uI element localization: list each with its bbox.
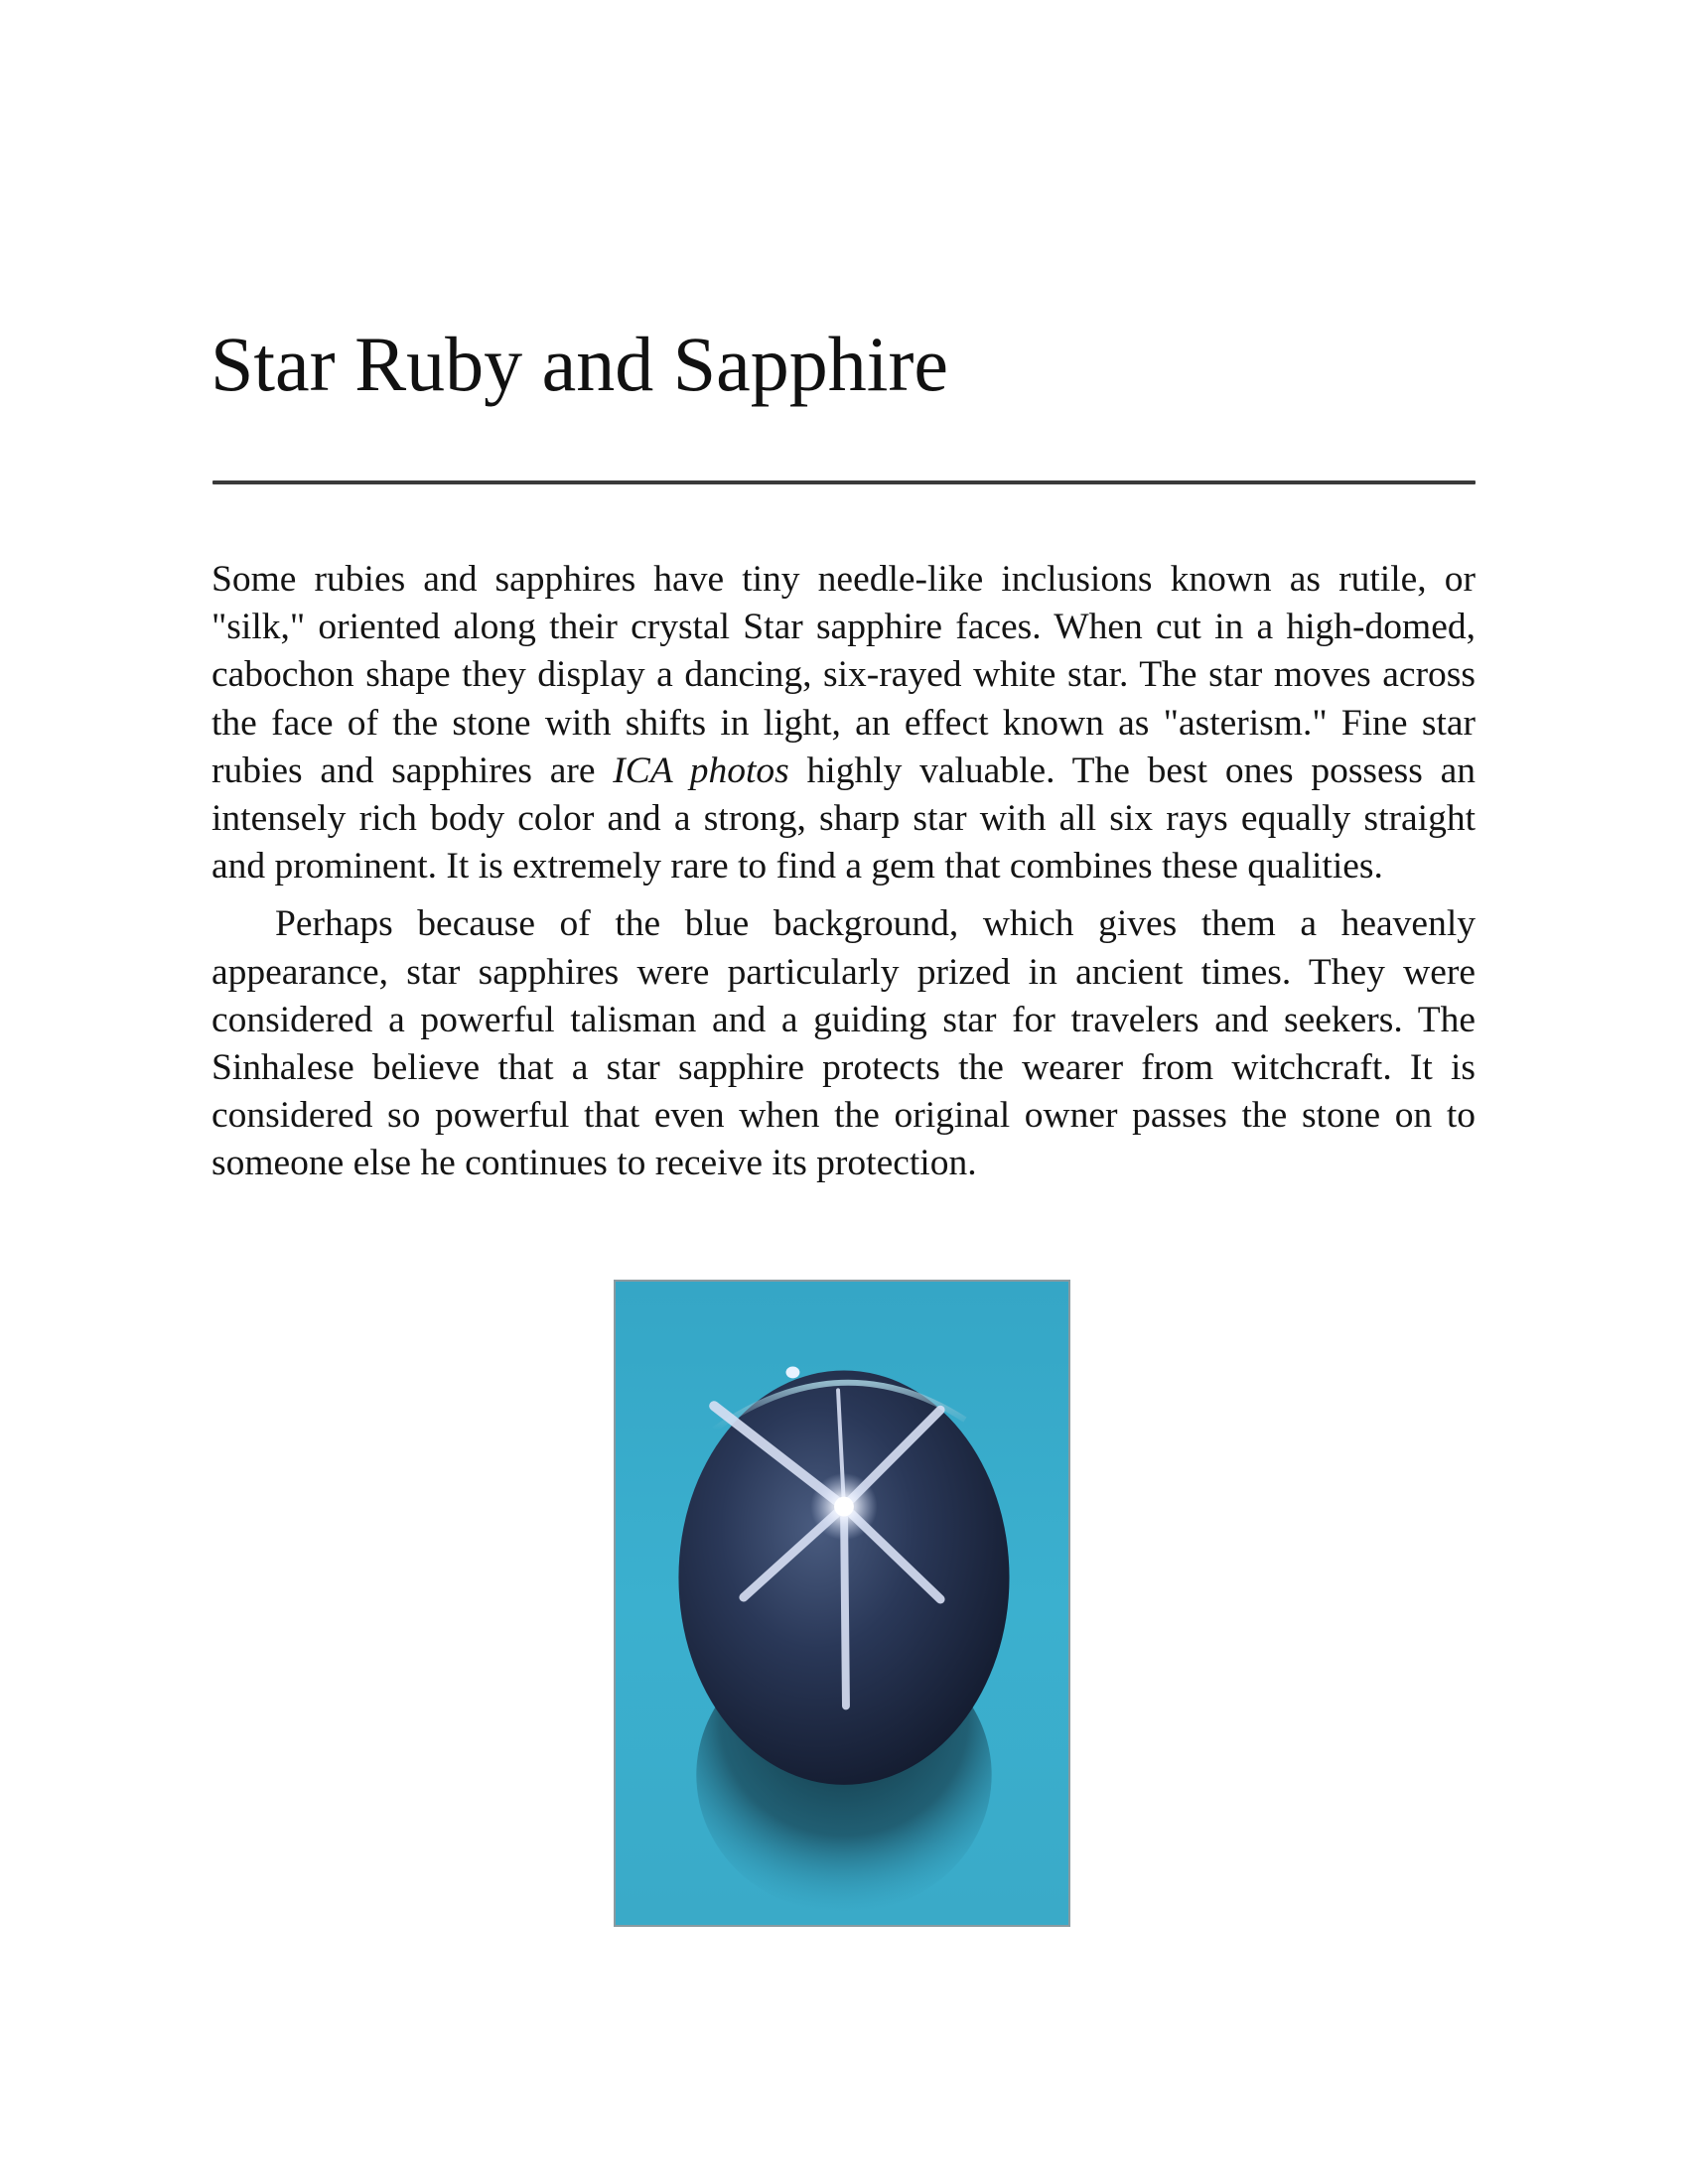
star-sapphire-photo bbox=[614, 1280, 1070, 1927]
title-divider bbox=[212, 480, 1476, 484]
paragraph-1-text-b: highly valuable. The best ones possess an intensely rich body color and a strong, sharp star with all six rays equally straight and prominent. It is extremely rare to find a gem that combines these qualities. bbox=[211, 750, 1477, 887]
page-title: Star Ruby and Sapphire bbox=[211, 321, 949, 407]
paragraph-1-text-a: Some rubies and sapphires have tiny needle-like inclusions known as rutile, or "silk," oriented along their crystal Star sapphire faces. When cut in a high-domed, cabochon shape they display a dancing, six-rayed white star. The star moves across the face of the stone with shifts in light, an effect known as "asterism." Fine star rubies and sapphires are bbox=[211, 559, 1476, 791]
paragraph-2: Perhaps because of the blue background, which gives them a heavenly appearance, star sapphires were particularly prized in ancient times. They were considered a powerful talisman and a guiding star for travelers and seekers. The Sinhalese believe that a star sapphire protects the wearer from witchcraft. It is considered so powerful that even when the original owner passes the stone on to someone else he continues to receive its protection. bbox=[211, 903, 1476, 1184]
paragraph-1 bbox=[211, 556, 1476, 890]
paragraph-1-italic: ICA photos bbox=[613, 750, 789, 791]
star-sapphire-icon bbox=[616, 1282, 1068, 1925]
body-text bbox=[211, 556, 1476, 1188]
